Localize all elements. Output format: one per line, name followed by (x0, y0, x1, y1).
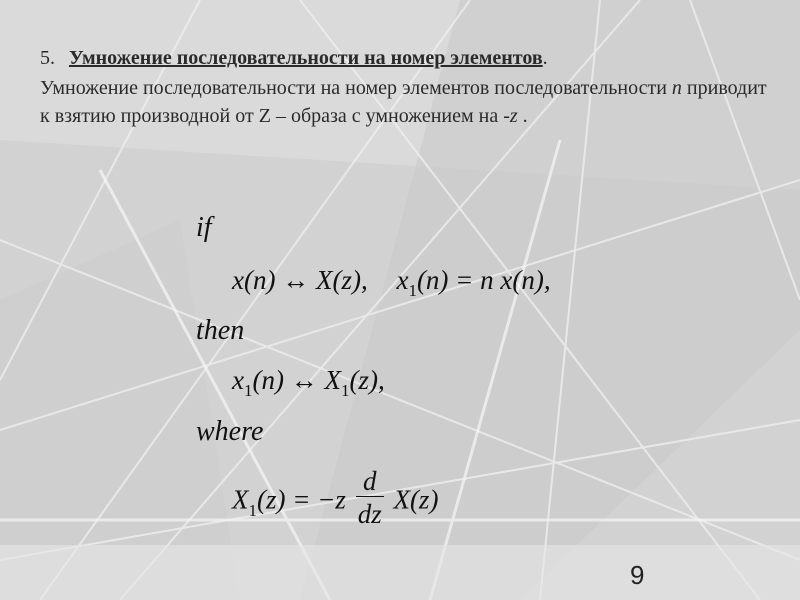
slide-heading (40, 44, 770, 72)
formula-then (196, 315, 244, 347)
equation-middle: (z) = −z (257, 484, 346, 515)
derivative-fraction (356, 466, 384, 531)
equation-end: X(z) (393, 484, 439, 515)
fraction-denominator: dz (356, 496, 384, 531)
X1-base: X (324, 365, 341, 395)
body-variable-z: z (509, 105, 518, 127)
fraction-numerator: d (362, 466, 377, 496)
X1-subscript: 1 (340, 381, 350, 400)
keyword-then: then (196, 315, 245, 346)
x1-result-base: x (232, 365, 244, 395)
body-text-start: Умножение последовательности на номер элементов последовательности (40, 77, 672, 99)
slide-body-text (40, 74, 770, 130)
slide-title: Умножение последовательности на номер элементов (69, 47, 543, 69)
formula-result-pair (232, 365, 385, 400)
x1-base: x (396, 265, 409, 295)
body-text-end: . (517, 105, 528, 127)
pair-statement: x(n) ↔ X(z), (232, 265, 368, 295)
body-variable-n: n (671, 77, 682, 99)
body-text-middle: приводит к взятию производной от Z – образа с умножением на - (40, 77, 767, 127)
x1-definition (396, 265, 551, 300)
equation-X-base: X (232, 484, 249, 515)
formula-if (196, 212, 212, 244)
keyword-if: if (196, 212, 212, 243)
equation-subscript: 1 (248, 500, 257, 520)
formula-transform-pair (232, 265, 551, 300)
X1-rest: (z), (349, 365, 385, 395)
x1-subscript: 1 (408, 281, 417, 300)
x1-definition-rest: (n) = n x(n), (416, 265, 551, 295)
x1-result-subscript: 1 (243, 381, 253, 400)
keyword-where: where (196, 416, 264, 447)
formula-where (196, 416, 263, 448)
formula-derivative-equation (232, 466, 439, 535)
title-suffix: . (542, 47, 548, 69)
item-number: 5. (40, 47, 55, 69)
page-number: 9 (630, 560, 645, 590)
x1-result-rest: (n) ↔ (252, 365, 325, 395)
